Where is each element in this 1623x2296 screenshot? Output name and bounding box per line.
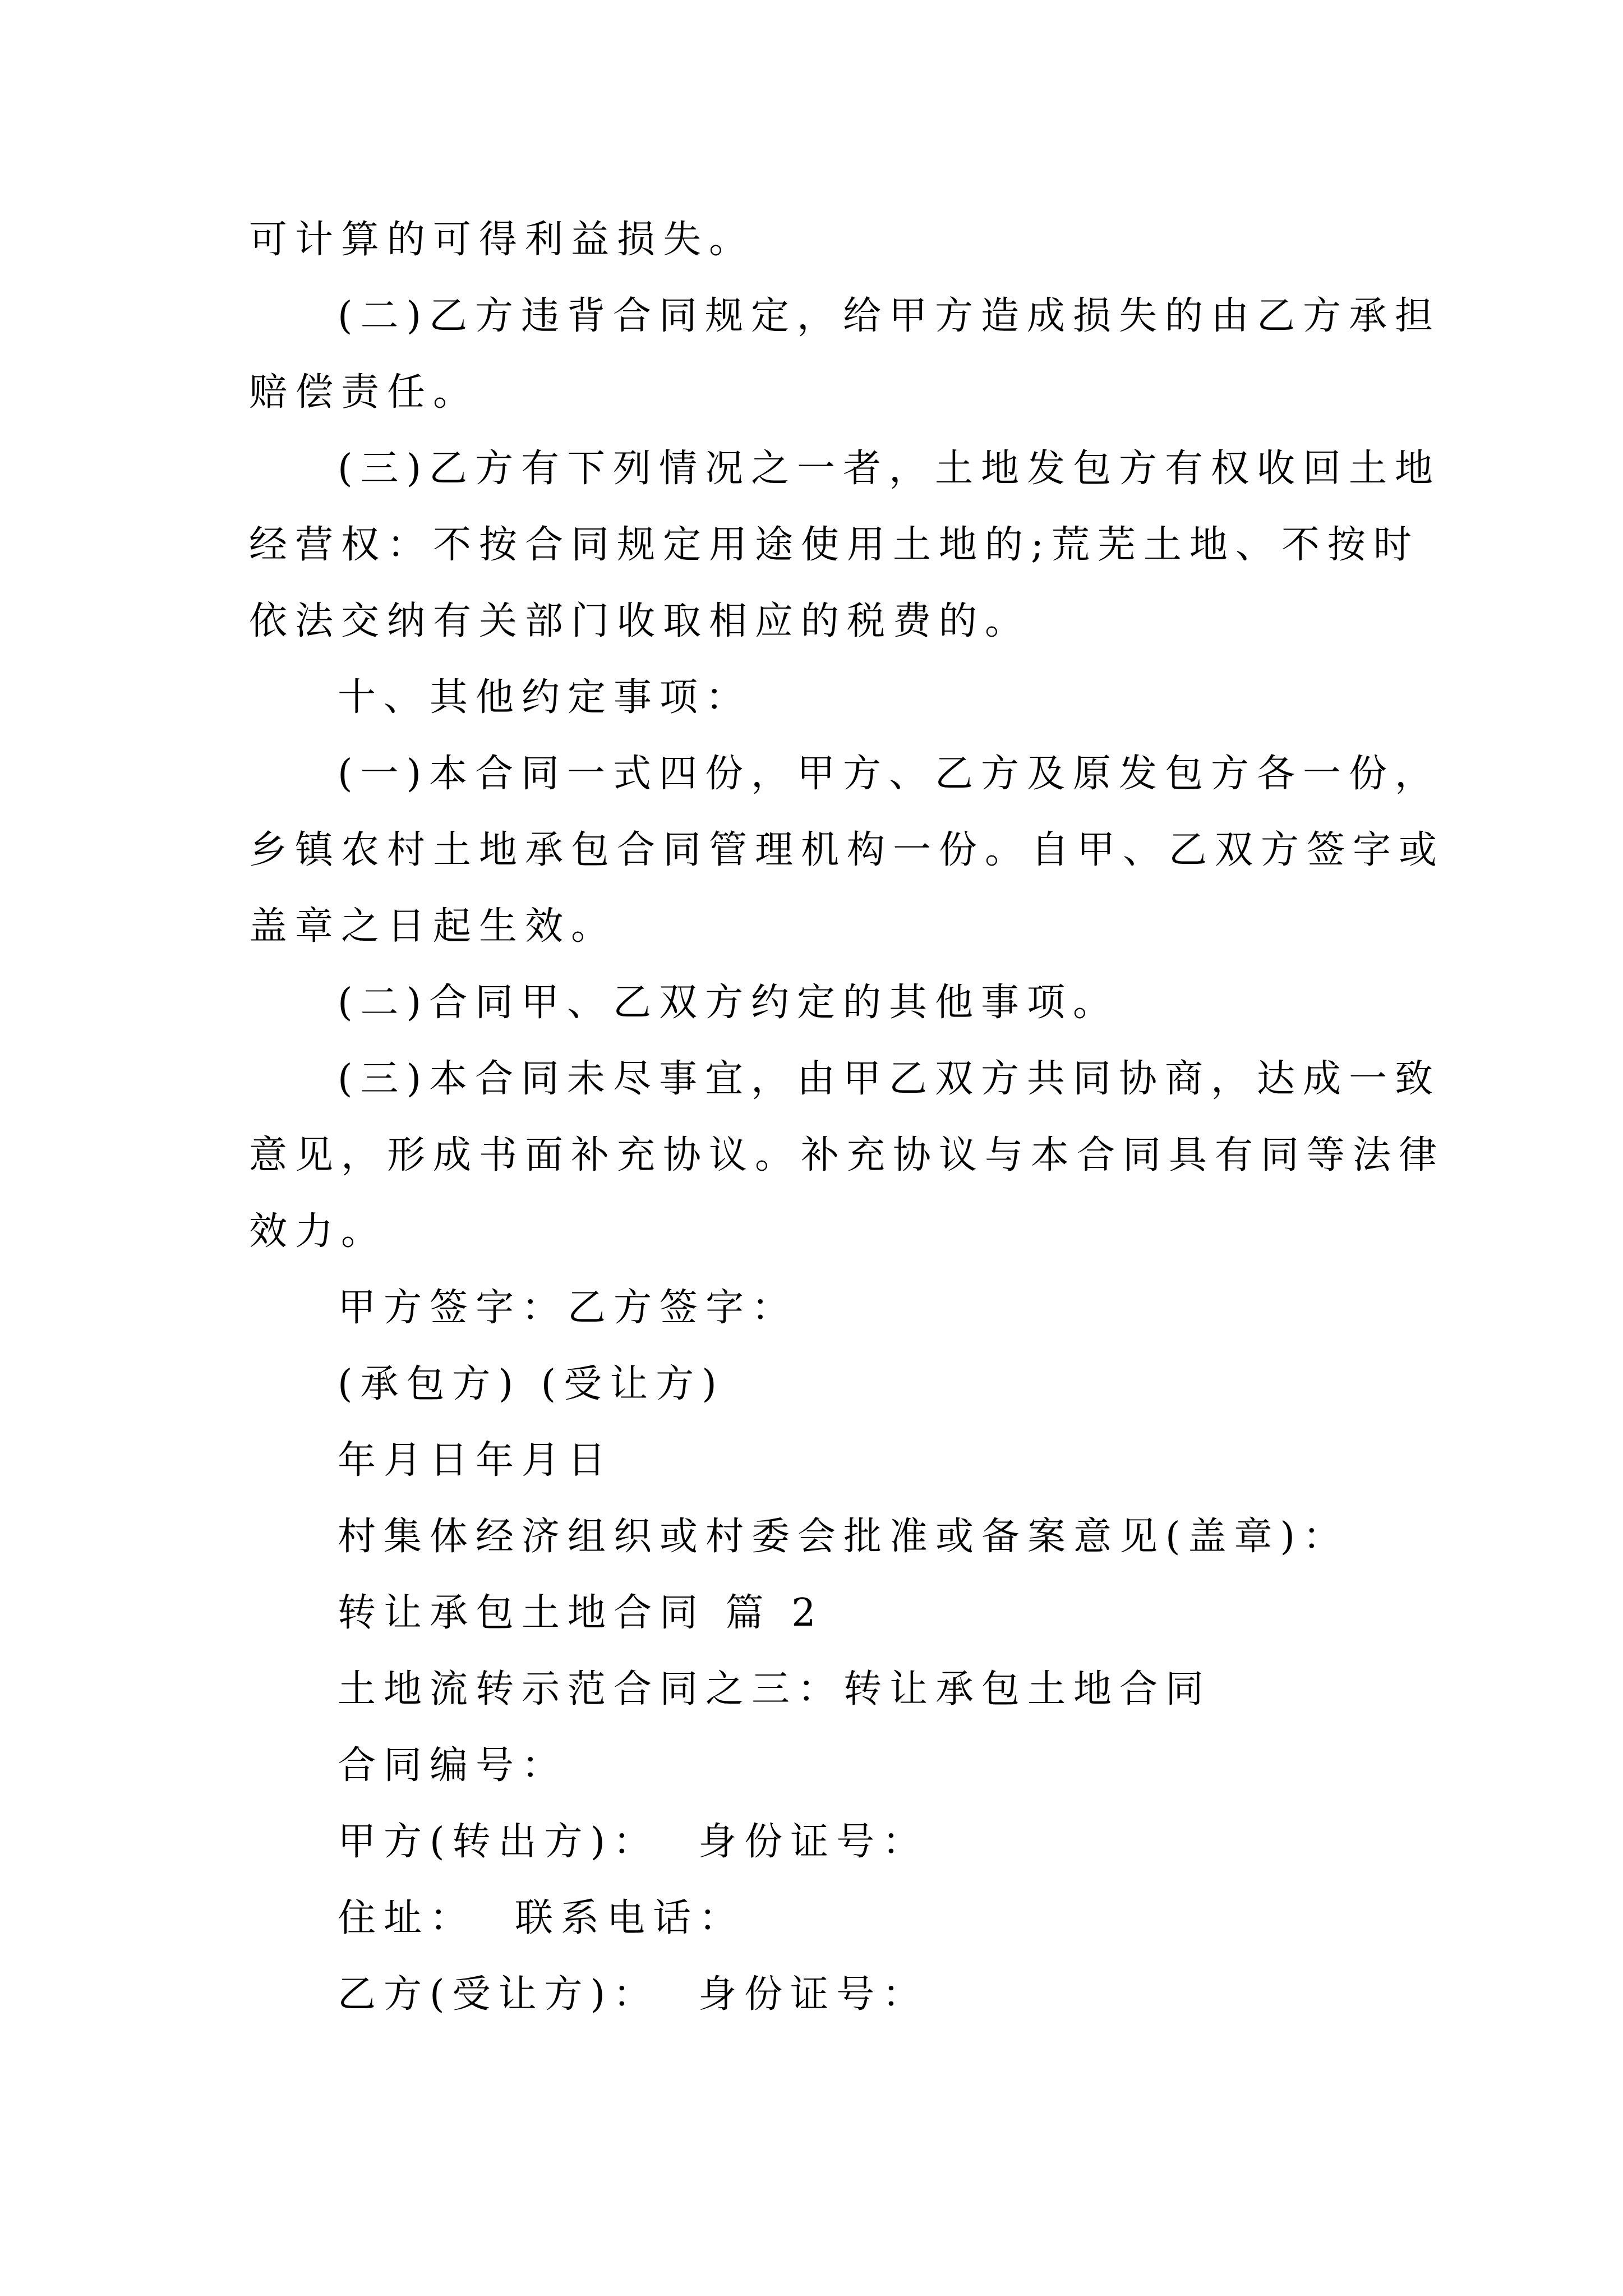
address-label: 住址：	[338, 1896, 476, 1940]
party-b-id-label: 身份证号：	[698, 1972, 929, 2017]
paragraph-line: 效力。	[249, 1209, 388, 1254]
paragraph-line: 乡镇农村土地承包合同管理机构一份。自甲、乙双方签字或	[249, 828, 1445, 872]
party-a-line	[249, 1804, 1393, 1880]
paragraph-line: 依法交纳有关部门收取相应的税费的。	[249, 599, 1031, 643]
section-heading: 十、其他约定事项：	[338, 675, 752, 720]
party-b-line	[249, 1957, 1393, 2033]
date-line: 年月日年月日	[338, 1438, 614, 1483]
signature-line: 甲方签字：乙方签字：	[338, 1286, 798, 1330]
paragraph-line: (二)合同甲、乙双方约定的其他事项。	[338, 981, 1119, 1025]
contract-number-line: 合同编号：	[338, 1743, 568, 1788]
party-a-label: 甲方(转出方)：	[338, 1820, 660, 1864]
address-line	[249, 1880, 1393, 1957]
phone-label: 联系电话：	[515, 1896, 745, 1940]
party-b-label: 乙方(受让方)：	[338, 1972, 660, 2017]
signature-role-line: (承包方) (受让方)	[338, 1362, 725, 1406]
contract-title-line: 转让承包土地合同 篇 2	[338, 1591, 824, 1635]
party-a-id-label: 身份证号：	[698, 1820, 929, 1864]
document-body	[249, 202, 1445, 2033]
paragraph-line: (三)乙方有下列情况之一者，土地发包方有权收回土地	[338, 447, 1441, 491]
paragraph-line: 可计算的可得利益损失。	[249, 218, 755, 262]
paragraph-line: 经营权：不按合同规定用途使用土地的;荒芜土地、不按时	[249, 523, 1419, 567]
paragraph-line: 盖章之日起生效。	[249, 904, 617, 949]
paragraph-line: 意见，形成书面补充协议。补充协议与本合同具有同等法律	[249, 1133, 1445, 1177]
paragraph-line: (一)本合同一式四份，甲方、乙方及原发包方各一份，	[338, 752, 1441, 796]
paragraph-line: 赔偿责任。	[249, 370, 479, 415]
contract-subtitle-line: 土地流转示范合同之三：转让承包土地合同	[338, 1667, 1212, 1711]
approval-line: 村集体经济组织或村委会批准或备案意见(盖章)：	[338, 1515, 1349, 1559]
paragraph-line: (三)本合同未尽事宜，由甲乙双方共同协商，达成一致	[338, 1057, 1441, 1101]
paragraph-line: (二)乙方违背合同规定，给甲方造成损失的由乙方承担	[338, 294, 1441, 338]
